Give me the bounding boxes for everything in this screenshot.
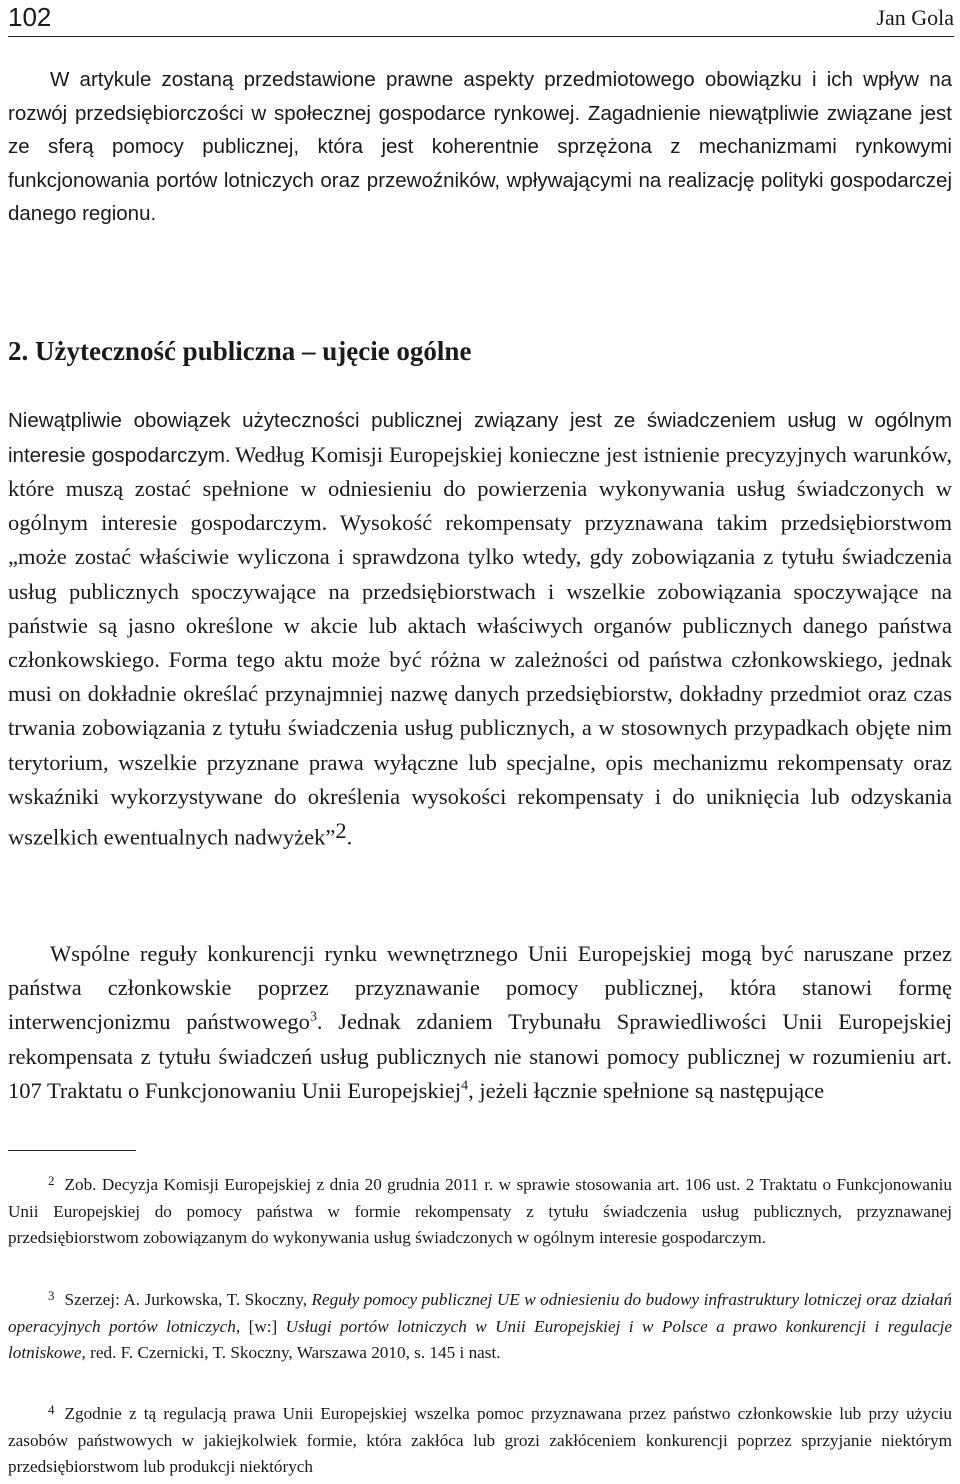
footnote-ref-3[interactable]: 3 <box>309 1009 317 1025</box>
footnote-ref-4[interactable]: 4 <box>461 1078 469 1094</box>
footnote-2 <box>8 1168 952 1252</box>
page-number: 102 <box>8 2 52 32</box>
footnote-3-lead: Szerzej: A. Jurkowska, T. Skoczny, <box>64 1290 312 1309</box>
body-paragraph-2 <box>8 937 952 1108</box>
footnote-2-number: 2 <box>48 1173 55 1188</box>
paragraph-1-sans-text: Niewątpliwie obowiązek użyteczności publicznej związany jest ze świadczeniem usług w ogólnym interesie gospodarczym. <box>8 409 952 467</box>
footnote-4-number: 4 <box>48 1402 55 1417</box>
footnote-4 <box>8 1397 952 1481</box>
paragraph-2-text-b: . Jednak zdaniem Trybunału Sprawiedliwości Unii Europejskiej rekompensata z tytułu świadczeń usług publicznych nie stanowi pomocy publicznej w rozumieniu art. 107 Traktatu o Funkcjonowaniu Unii Europejskiej <box>8 1009 952 1103</box>
footnote-3-mid: , [w:] <box>235 1316 286 1336</box>
footnote-2-text: Zob. Decyzja Komisji Europejskiej z dnia 20 grudnia 2011 r. w sprawie stosowania art. 106 ust. 2 Traktatu o Funkcjonowaniu Unii Europejskiej do pomocy państwa w formie rekompensaty z tytułu świadczenia usług publicznych, przyznawanej przedsiębiorstwom zobowiązanym do wykonywania usług świadczonych w ogólnym interesie gospodarczym. <box>8 1175 952 1248</box>
footnote-ref-2[interactable]: 2 <box>335 818 347 844</box>
footnote-3-number: 3 <box>48 1288 55 1303</box>
section-heading: 2. Użyteczność publiczna – ujęcie ogólne <box>8 336 472 366</box>
intro-paragraph: W artykule zostaną przedstawione prawne aspekty przedmiotowego obowiązku i ich wpływ na rozwój przedsiębiorczości w społecznej gospodarce rynkowej. Zagadnienie niewątpliwie związane jest ze sferą pomocy publicznej, która jest koherentnie sprzężona z mechanizmami rynkowymi funkcjonowania portów lotniczych oraz przewoźników, wpływającymi na realizację polityki gospodarczej danego regionu. <box>8 68 952 225</box>
footnote-3-title: Reguły pomocy publicznej UE w odniesieniu do budowy infrastruktury lotniczej oraz działań operacyjnych portów lotniczych <box>8 1290 952 1336</box>
paragraph-1-end: . <box>346 824 353 850</box>
paragraph-2-text-c: , jeżeli łącznie spełnione są następujące <box>468 1077 825 1103</box>
footnote-separator <box>8 1150 136 1151</box>
footnote-3-book: Usługi portów lotniczych w Unii Europejskiej i w Polsce a prawo konkurencji i regulacje lotniskowe <box>8 1316 952 1363</box>
running-head-author: Jan Gola <box>876 5 954 30</box>
paragraph-2-text-a: Wspólne reguły konkurencji rynku wewnętrznego Unii Europejskiej mogą być naruszane przez państwa członkowskie poprzez przyznawanie pomocy publicznej, która stanowi formę interwencjonizmu państwowego <box>8 941 952 1035</box>
page-header <box>8 0 954 37</box>
body-paragraph-1 <box>8 404 952 855</box>
footnote-4-text: Zgodnie z tą regulacją prawa Unii Europejskiej wszelka pomoc przyznawana przez państwo członkowskie lub przy użyciu zasobów państwowych w jakiejkolwiek formie, która zakłóca lub grozi zakłóceniem konkurencji poprzez sprzyjanie niektórym przedsiębiorstwom lub produkcji niektórych <box>8 1404 952 1477</box>
paragraph-1-serif-text: Według Komisji Europejskiej konieczne jest istnienie precyzyjnych warunków, które muszą zostać spełnione w odniesieniu do powierzenia wykonywania usług świadczonych w ogólnym interesie gospodarczym. Wysokość rekompensaty przyznawana takim przedsiębiorstwom „może zostać właściwie wyliczona i sprawdzona tylko wtedy, gdy zobowiązania z tytułu świadczenia usług publicznych spoczywające na przedsiębiorstwach i wszelkie zobowiązania spoczywające na państwie są jasno określone w akcie lub aktach właściwych organów publicznych danego państwa członkowskiego. Forma tego aktu może być różna w zależności od państwa członkowskiego, jednak musi on dokładnie określać przynajmniej nazwę danych przedsiębiorstw, dokładny przedmiot oraz czas trwania zobowiązania z tytułu świadczenia usług publicznych, a w stosownych przypadkach objęte nim terytorium, wszelkie przyznane prawa wyłączne lub specjalne, opis mechanizmu rekompensaty oraz wskaźniki wykorzystywane do określenia wysokości rekompensaty i do uniknięcia lub odzyskania wszelkich ewentualnych nadwyżek” <box>8 441 952 850</box>
footnote-3 <box>8 1283 952 1367</box>
footnote-3-tail: , red. F. Czernicki, T. Skoczny, Warszawa 2010, s. 145 i nast. <box>81 1343 501 1363</box>
